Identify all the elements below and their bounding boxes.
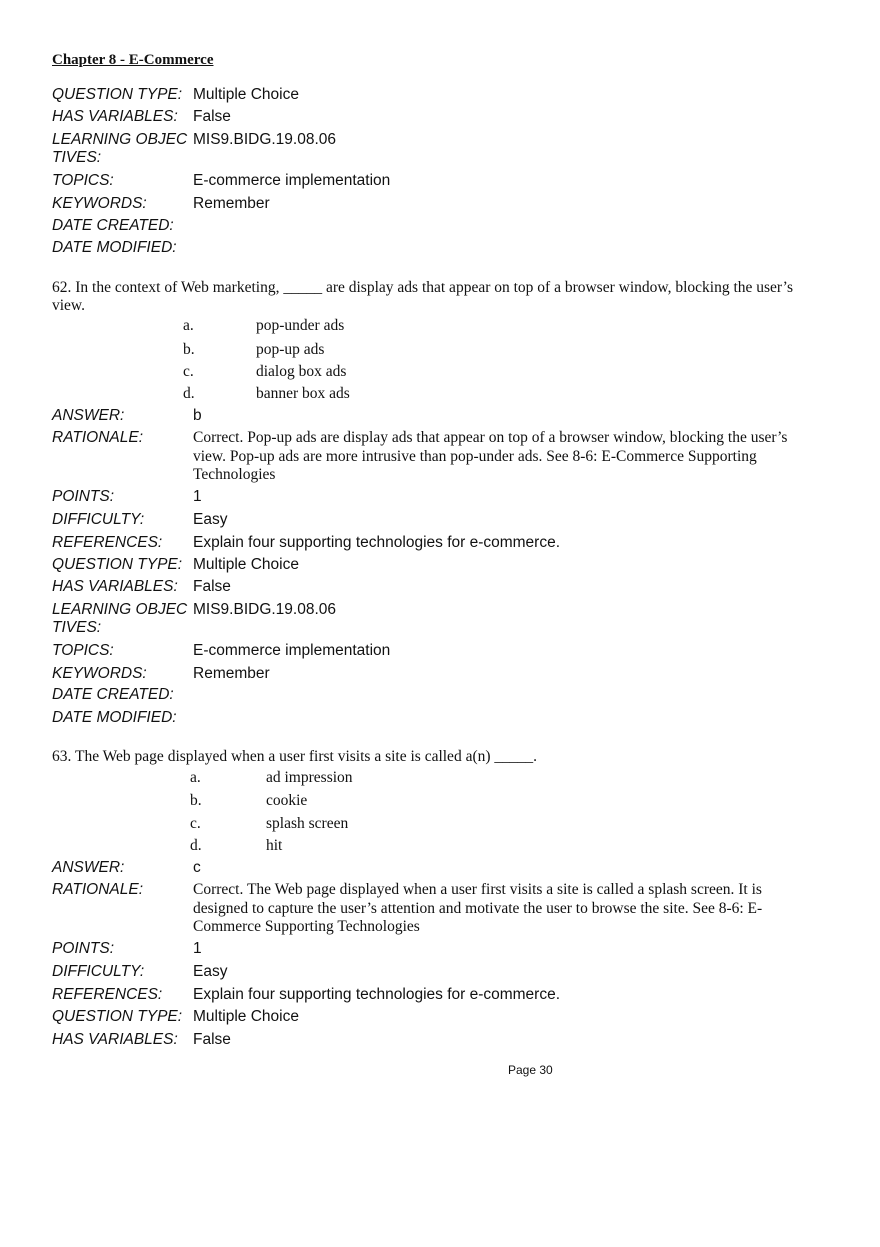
question-type-label: QUESTION TYPE: <box>52 556 183 573</box>
question-62-text: 62. In the context of Web marketing, _____ are display ads that appear on top of a browser window, blocking the user’s <box>52 279 793 296</box>
answer-label: ANSWER: <box>52 407 125 424</box>
topics-value: E-commerce implementation <box>193 172 391 189</box>
has-variables-label: HAS VARIABLES: <box>52 108 178 125</box>
question-62-text-cont: view. <box>52 297 85 314</box>
option-letter: a. <box>183 317 194 334</box>
difficulty-value: Easy <box>193 511 228 528</box>
date-created-label: DATE CREATED: <box>52 686 174 703</box>
rationale-value: Correct. Pop-up ads are display ads that appear on top of a browser window, blocking the user’s view. Pop-up ads are more intrusive than pop-under ads. See 8-6: E-Commerce Supporting Technologies <box>193 429 788 483</box>
has-variables-label: HAS VARIABLES: <box>52 1031 178 1048</box>
question-type-label: QUESTION TYPE: <box>52 86 183 103</box>
has-variables-value: False <box>193 1031 231 1048</box>
option-text: banner box ads <box>256 385 350 402</box>
keywords-label: KEYWORDS: <box>52 195 147 212</box>
rationale-label: RATIONALE: <box>52 429 144 446</box>
has-variables-label: HAS VARIABLES: <box>52 578 178 595</box>
points-value: 1 <box>193 940 202 957</box>
learning-objectives-label: LEARNING OBJEC <box>52 131 188 148</box>
option-text: splash screen <box>266 815 349 832</box>
question-type-value: Multiple Choice <box>193 86 299 103</box>
question-type-value: Multiple Choice <box>193 1008 299 1025</box>
topics-label: TOPICS: <box>52 642 114 659</box>
option-text: ad impression <box>266 769 353 786</box>
question-type-value: Multiple Choice <box>193 556 299 573</box>
points-label: POINTS: <box>52 488 115 505</box>
option-letter: b. <box>190 792 202 809</box>
has-variables-value: False <box>193 108 231 125</box>
has-variables-value: False <box>193 578 231 595</box>
question-type-label: QUESTION TYPE: <box>52 1008 183 1025</box>
keywords-value: Remember <box>193 665 270 682</box>
topics-label: TOPICS: <box>52 172 114 189</box>
keywords-value: Remember <box>193 195 270 212</box>
learning-objectives-label-cont: TIVES: <box>52 149 102 166</box>
learning-objectives-value: MIS9.BIDG.19.08.06 <box>193 131 337 148</box>
learning-objectives-label-cont: TIVES: <box>52 619 102 636</box>
difficulty-label: DIFFICULTY: <box>52 963 145 980</box>
answer-label: ANSWER: <box>52 859 125 876</box>
points-label: POINTS: <box>52 940 115 957</box>
date-modified-label: DATE MODIFIED: <box>52 709 177 726</box>
references-label: REFERENCES: <box>52 534 163 551</box>
option-letter: c. <box>183 363 194 380</box>
difficulty-label: DIFFICULTY: <box>52 511 145 528</box>
rationale-label: RATIONALE: <box>52 881 144 898</box>
references-value: Explain four supporting technologies for e-commerce. <box>193 986 561 1003</box>
option-letter: c. <box>190 815 201 832</box>
option-text: cookie <box>266 792 308 809</box>
option-text: hit <box>266 837 283 854</box>
option-letter: d. <box>190 837 202 854</box>
date-modified-label: DATE MODIFIED: <box>52 239 177 256</box>
answer-value: b <box>193 407 202 424</box>
chapter-title: Chapter 8 - E-Commerce <box>52 52 214 68</box>
question-63-text: 63. The Web page displayed when a user first visits a site is called a(n) _____. <box>52 748 538 765</box>
option-letter: a. <box>190 769 201 786</box>
learning-objectives-value: MIS9.BIDG.19.08.06 <box>193 601 337 618</box>
option-letter: b. <box>183 341 195 358</box>
option-text: pop-under ads <box>256 317 345 334</box>
option-letter: d. <box>183 385 195 402</box>
date-created-label: DATE CREATED: <box>52 217 174 234</box>
references-label: REFERENCES: <box>52 986 163 1003</box>
option-text: dialog box ads <box>256 363 347 380</box>
learning-objectives-label: LEARNING OBJEC <box>52 601 188 618</box>
keywords-label: KEYWORDS: <box>52 665 147 682</box>
option-text: pop-up ads <box>256 341 325 358</box>
difficulty-value: Easy <box>193 963 228 980</box>
references-value: Explain four supporting technologies for e-commerce. <box>193 534 561 551</box>
topics-value: E-commerce implementation <box>193 642 391 659</box>
page-number: Page 30 <box>508 1063 553 1077</box>
answer-value: c <box>193 859 201 876</box>
points-value: 1 <box>193 488 202 505</box>
rationale-value: Correct. The Web page displayed when a user first visits a site is called a splash screen. It is designed to capture the user’s attention and motivate the user to browse the site. See 8-6: E-Commerce Supporting Technologies <box>193 881 763 935</box>
